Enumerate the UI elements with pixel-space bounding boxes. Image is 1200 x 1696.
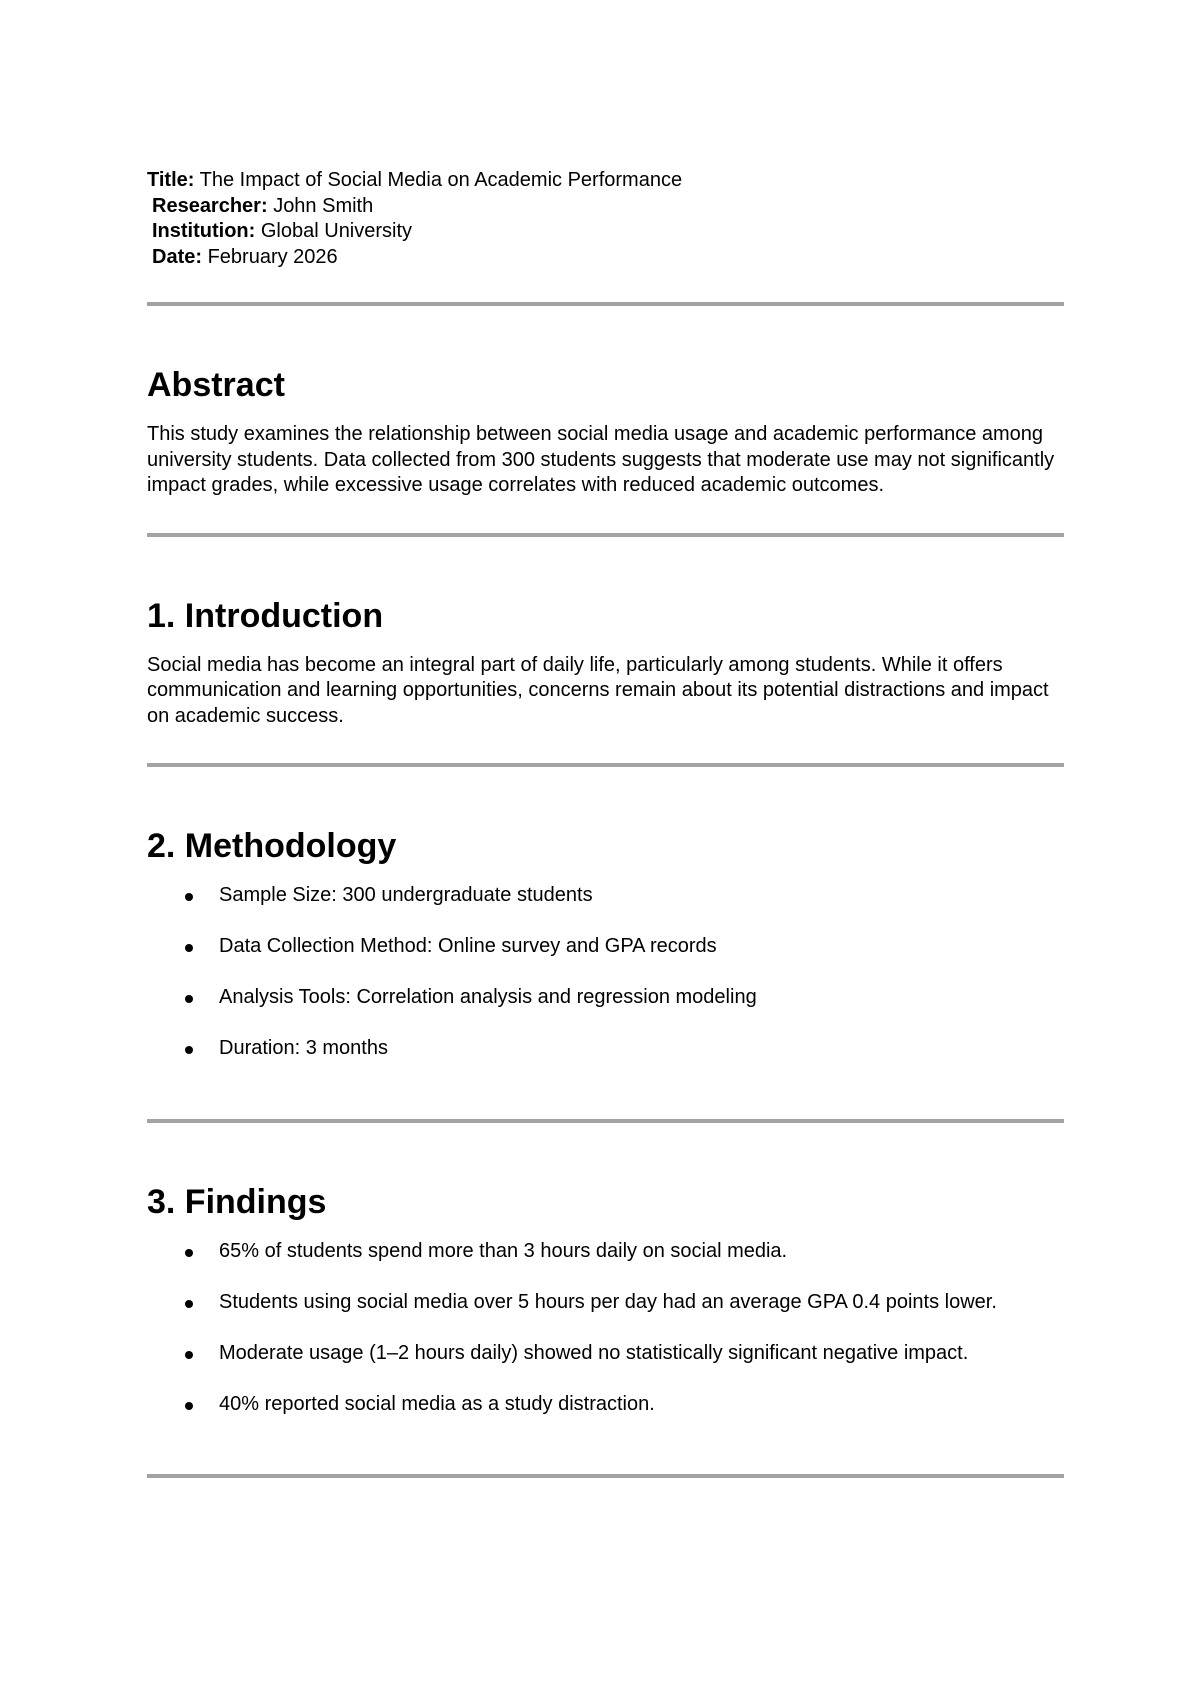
bullet-icon — [185, 1351, 193, 1359]
list-item-text: Moderate usage (1–2 hours daily) showed no statistically significant negative impact. — [219, 1341, 969, 1364]
abstract-heading: Abstract — [147, 366, 285, 404]
introduction-section — [147, 596, 1064, 730]
methodology-list — [147, 883, 1064, 1062]
list-item — [147, 985, 1064, 1011]
researcher-line — [147, 194, 1064, 220]
title-value: The Impact of Social Media on Academic Performance — [199, 169, 683, 191]
section-divider — [147, 533, 1064, 537]
bullet-icon — [185, 1402, 193, 1410]
bullet-icon — [185, 944, 193, 952]
date-line — [147, 245, 1064, 271]
institution-value: Global University — [260, 220, 413, 242]
researcher-value: John Smith — [273, 194, 374, 217]
section-divider — [147, 1474, 1064, 1478]
document-header — [147, 168, 1064, 270]
bullet-icon — [185, 1046, 193, 1054]
findings-heading: 3. Findings — [147, 1182, 327, 1221]
section-divider — [147, 302, 1064, 306]
date-value: February 2026 — [207, 245, 338, 268]
introduction-text: Social media has become an integral part of daily life, particularly among students. While it offers communication and learning opportunities, concerns remain about its potential distractions and impact on academic success. — [147, 653, 1049, 727]
list-item — [147, 1036, 1064, 1062]
list-item-text: Duration: 3 months — [219, 1037, 388, 1059]
list-item-text: Sample Size: 300 undergraduate students — [219, 884, 593, 906]
title-line — [147, 168, 1064, 194]
list-item-text: Analysis Tools: Correlation analysis and regression modeling — [219, 986, 757, 1008]
list-item-text: Students using social media over 5 hours per day had an average GPA 0.4 points lower. — [219, 1290, 997, 1313]
list-item-text: Data Collection Method: Online survey and GPA records — [219, 935, 717, 957]
introduction-heading: 1. Introduction — [147, 596, 384, 635]
list-item-text: 40% reported social media as a study distraction. — [219, 1392, 655, 1415]
title-label: Title: — [147, 169, 195, 191]
date-label: Date: — [152, 245, 203, 268]
list-item — [147, 883, 1064, 909]
section-divider — [147, 1119, 1064, 1123]
list-item — [147, 1392, 1064, 1418]
list-item — [147, 1290, 1064, 1316]
bullet-icon — [185, 995, 193, 1003]
methodology-section — [147, 826, 1064, 1062]
abstract-text: This study examines the relationship between social media usage and academic performance among university students. Data collected from 300 students suggests that moderate use may not significantly impact grades, while excessive usage correlates with reduced academic outcomes. — [147, 423, 1055, 496]
list-item-text: 65% of students spend more than 3 hours daily on social media. — [219, 1239, 788, 1262]
list-item — [147, 1341, 1064, 1367]
bullet-icon — [185, 1249, 193, 1257]
institution-label: Institution: — [152, 220, 256, 242]
institution-line — [147, 219, 1064, 245]
section-divider — [147, 763, 1064, 767]
findings-list — [147, 1239, 1064, 1418]
abstract-section — [147, 365, 1064, 499]
methodology-heading: 2. Methodology — [147, 827, 397, 865]
bullet-icon — [185, 1300, 193, 1308]
document-page — [147, 168, 1064, 1478]
researcher-label: Researcher: — [152, 194, 268, 217]
bullet-icon — [185, 893, 193, 901]
list-item — [147, 934, 1064, 960]
list-item — [147, 1239, 1064, 1265]
findings-section — [147, 1182, 1064, 1418]
